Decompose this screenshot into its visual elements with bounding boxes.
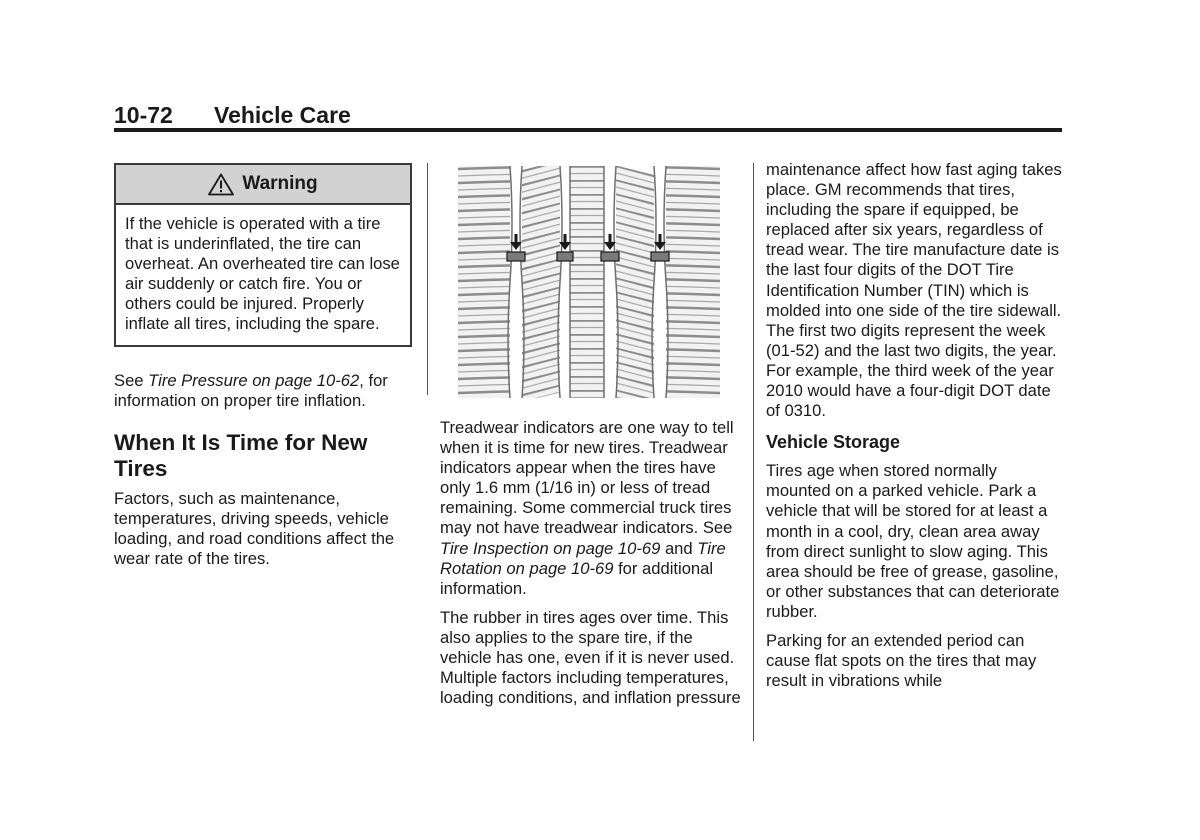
warning-title: Warning	[242, 173, 318, 194]
warning-header	[116, 165, 410, 205]
storage-paragraph: Tires age when stored normally mounted on a parked vehicle. Park a vehicle that will be stored for at least a month in a cool, dry, clean area away from direct sunlight to slow aging. This area should be free of grease, gasoline, or other substances that can deteriorate rubber.	[766, 461, 1060, 621]
column-divider-upper	[427, 163, 428, 395]
header-rule	[114, 128, 1062, 132]
column-right	[766, 160, 1066, 691]
see-ref-prefix: See	[114, 370, 149, 390]
parking-paragraph: Parking for an extended period can cause flat spots on the tires that may result in vibrations while	[766, 630, 1037, 691]
treadwear-paragraph	[440, 418, 745, 599]
factors-paragraph: Factors, such as maintenance, temperatures, driving speeds, vehicle loading, and road conditions affect the wear rate of the tires.	[114, 488, 395, 569]
treadwear-text-2: and	[660, 538, 698, 558]
warning-triangle-icon	[208, 173, 234, 196]
treadwear-text-3: for additional information.	[440, 558, 714, 598]
see-ref-suffix: , for information on proper tire inflation.	[114, 370, 388, 410]
tire-inspection-reference: Tire Inspection on page 10-69	[440, 538, 661, 558]
section-title: Vehicle Care	[214, 102, 351, 128]
warning-text: If the vehicle is operated with a tire that is underinflated, the tire can overheat. An overheated tire can lose air suddenly or catch fire. You or others could be injured. Properly inflate all tires, including the spare.	[125, 214, 400, 334]
rubber-aging-paragraph: The rubber in tires ages over time. This also applies to the spare tire, if the vehicle has one, even if it is never used. Multiple factors including temperatures, loading conditions, and inflation pressure	[440, 607, 741, 708]
column-middle	[440, 166, 745, 708]
vehicle-storage-heading: Vehicle Storage	[766, 432, 901, 453]
column-divider	[753, 163, 754, 741]
column-left	[114, 163, 414, 569]
tire-pressure-reference: Tire Pressure on page 10-62	[148, 370, 360, 390]
page-header	[114, 101, 1062, 129]
aging-paragraph: maintenance affect how fast aging takes place. GM recommends that tires, including the spare if equipped, be replaced after six years, regardless of tread wear. The tire manufacture date is the last four digits of the DOT Tire Identification Number (TIN) which is molded into one side of the tire sidewall. The first two digits represent the week (01-52) and the last two digits, the year. For example, the third week of the year 2010 would have a four-digit DOT date of 0310.	[766, 160, 1062, 421]
see-reference-paragraph	[114, 371, 414, 411]
tire-rotation-reference: Tire Rotation on page 10-69	[440, 538, 726, 578]
warning-box	[114, 163, 412, 347]
treadwear-text-1: Treadwear indicators are one way to tell when it is time for new tires. Treadwear indicators appear when the tires have only 1.6 mm (1/16 in) or less of tread remaining. Some commercial truck tires may not have treadwear indicators. See	[440, 418, 734, 538]
section-heading: When It Is Time for New Tires	[114, 429, 368, 481]
treadwear-indicator-illustration	[458, 166, 720, 398]
page-number: 10-72	[114, 102, 173, 128]
